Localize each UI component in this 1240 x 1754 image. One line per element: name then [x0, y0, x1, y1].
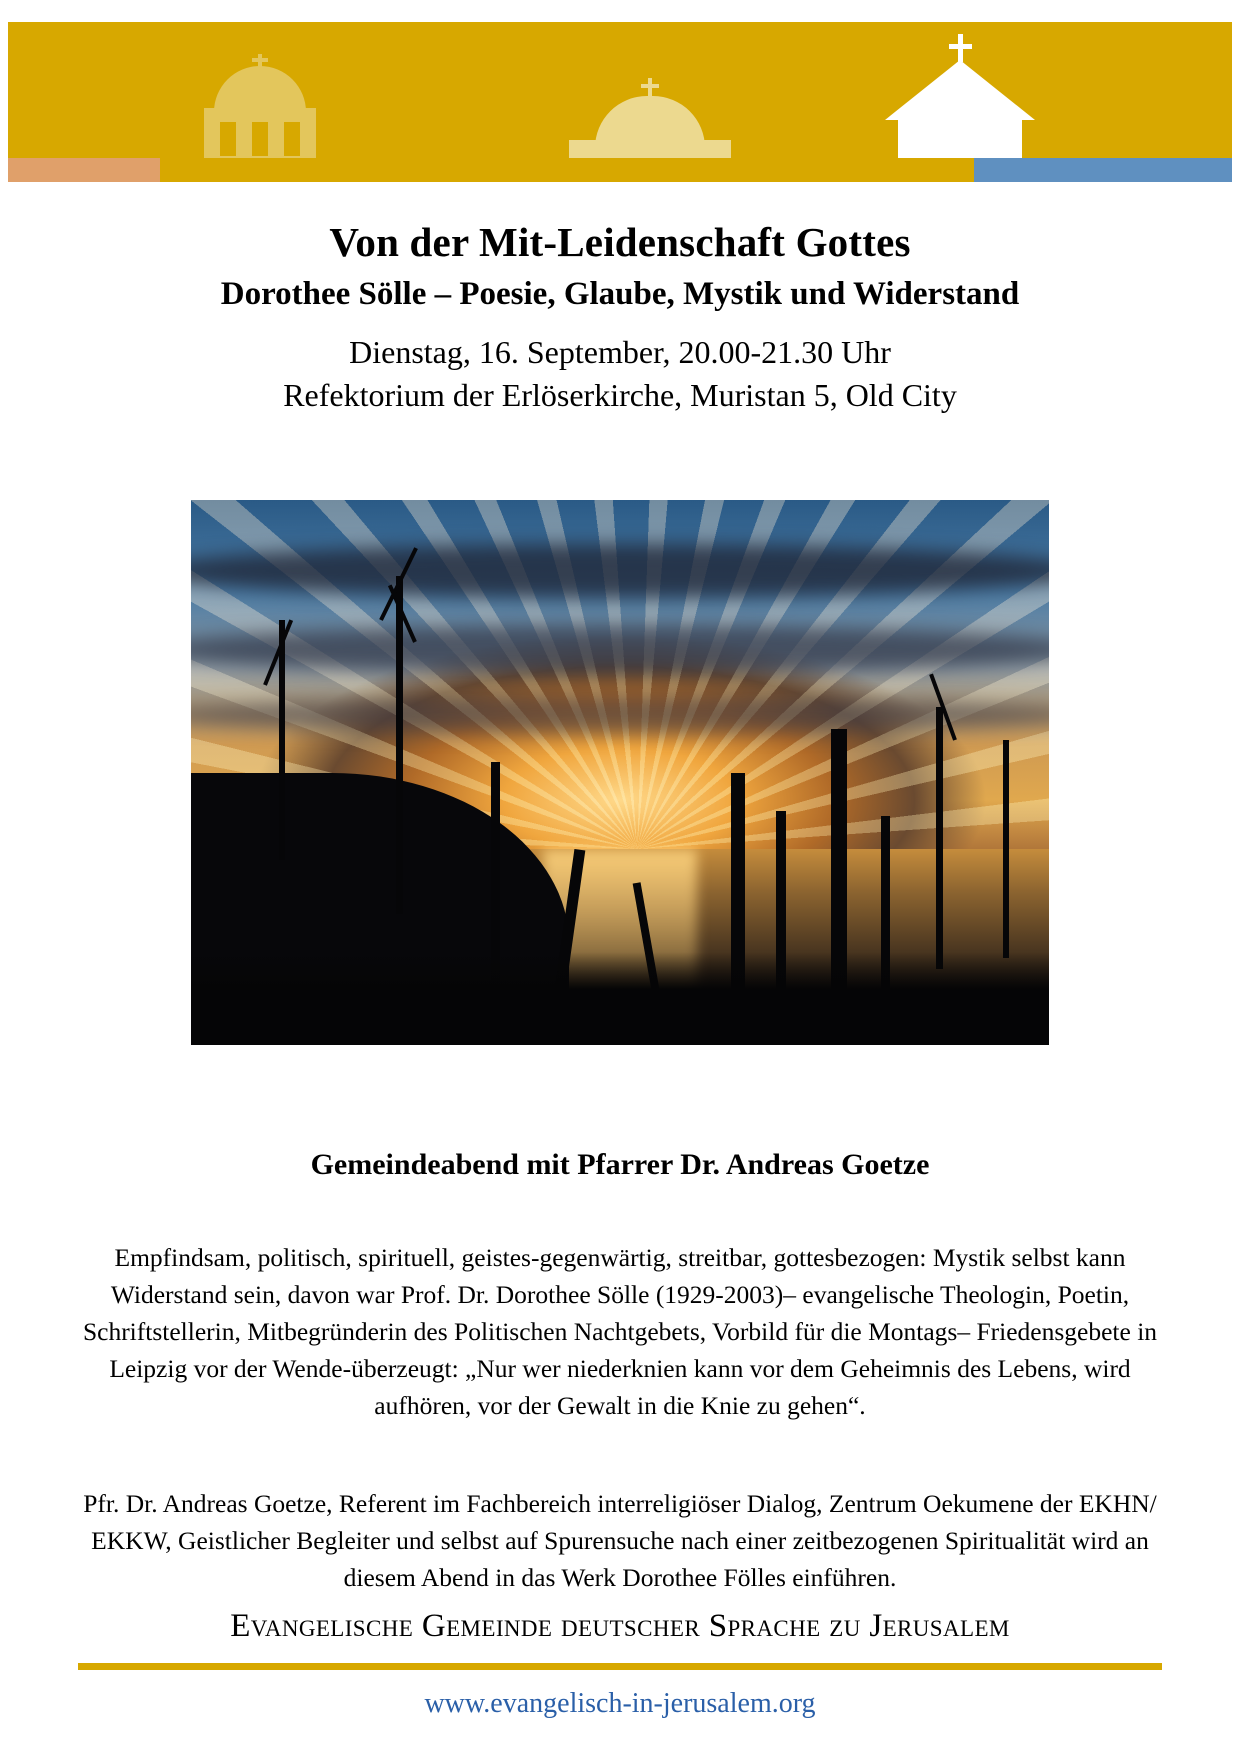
- header-color-stripe: [8, 158, 1232, 182]
- photo-cloud-band: [191, 544, 1049, 599]
- page-subtitle: Dorothee Sölle – Poesie, Glaube, Mystik und Widerstand: [220, 276, 1020, 313]
- stripe-orange: [8, 158, 160, 182]
- organisation-name: Evangelische Gemeinde deutscher Sprache zu Jerusalem: [230, 1608, 1010, 1644]
- title-block: [60, 218, 1180, 417]
- event-datetime: Dienstag, 16. September, 20.00-21.30 Uhr: [349, 334, 891, 371]
- stripe-gold: [160, 158, 974, 182]
- image-caption: Gemeindeabend mit Pfarrer Dr. Andreas Goetze: [310, 1148, 930, 1181]
- photo-cloud-band: [191, 696, 1049, 734]
- photo-tree-silhouette: [396, 576, 403, 914]
- photo-tree-silhouette: [491, 762, 500, 980]
- event-location: Refektorium der Erlöserkirche, Muristan 5, Old City: [283, 377, 957, 414]
- photo-tree-silhouette: [936, 707, 943, 969]
- website-link[interactable]: www.evangelisch-in-jerusalem.org: [424, 1688, 816, 1719]
- photo-tree-silhouette: [1003, 740, 1009, 958]
- photo-cloud-band: [191, 625, 1049, 674]
- sunset-photo: [191, 500, 1049, 1045]
- small-domed-church-icon: [565, 76, 735, 168]
- body-paragraph-1: Empfindsam, politisch, spirituell, geistes-gegenwärtig, streitbar, gottesbezogen: Mystik selbst kann Widerstand sein, davon war Prof. Dr. Dorothee Sölle (1929-2003)– evangelische Theologin, Poetin, Schriftstellerin, Mitbegründerin des Politischen Nachtgebets, Vorbild für die Montags– Friedensgebete in Leipzig vor der Wende-überzeugt: „Nur wer niederknien kann vor dem Geheimnis des Lebens, wird aufhören, vor der Gewalt in die Knie zu gehen“.: [82, 1242, 1158, 1421]
- photo-foreground-shadow: [191, 952, 1049, 1045]
- header-banner: [0, 0, 1240, 200]
- photo-tree-silhouette: [279, 620, 285, 860]
- body-paragraph-2: Pfr. Dr. Andreas Goetze, Referent im Fachbereich interreligiöser Dialog, Zentrum Oekumene der EKHN/ EKKW, Geistlicher Begleiter und selbst auf Spurensuche nach einer zeitbezogenen Spiritualität wird an diesem Abend in das Werk Dorothee Fölles einführen.: [83, 1488, 1157, 1592]
- stripe-blue: [974, 158, 1232, 182]
- page-title: Von der Mit-Leidenschaft Gottes: [329, 219, 911, 265]
- footer-divider: [78, 1663, 1162, 1670]
- domed-church-icon: [190, 50, 330, 165]
